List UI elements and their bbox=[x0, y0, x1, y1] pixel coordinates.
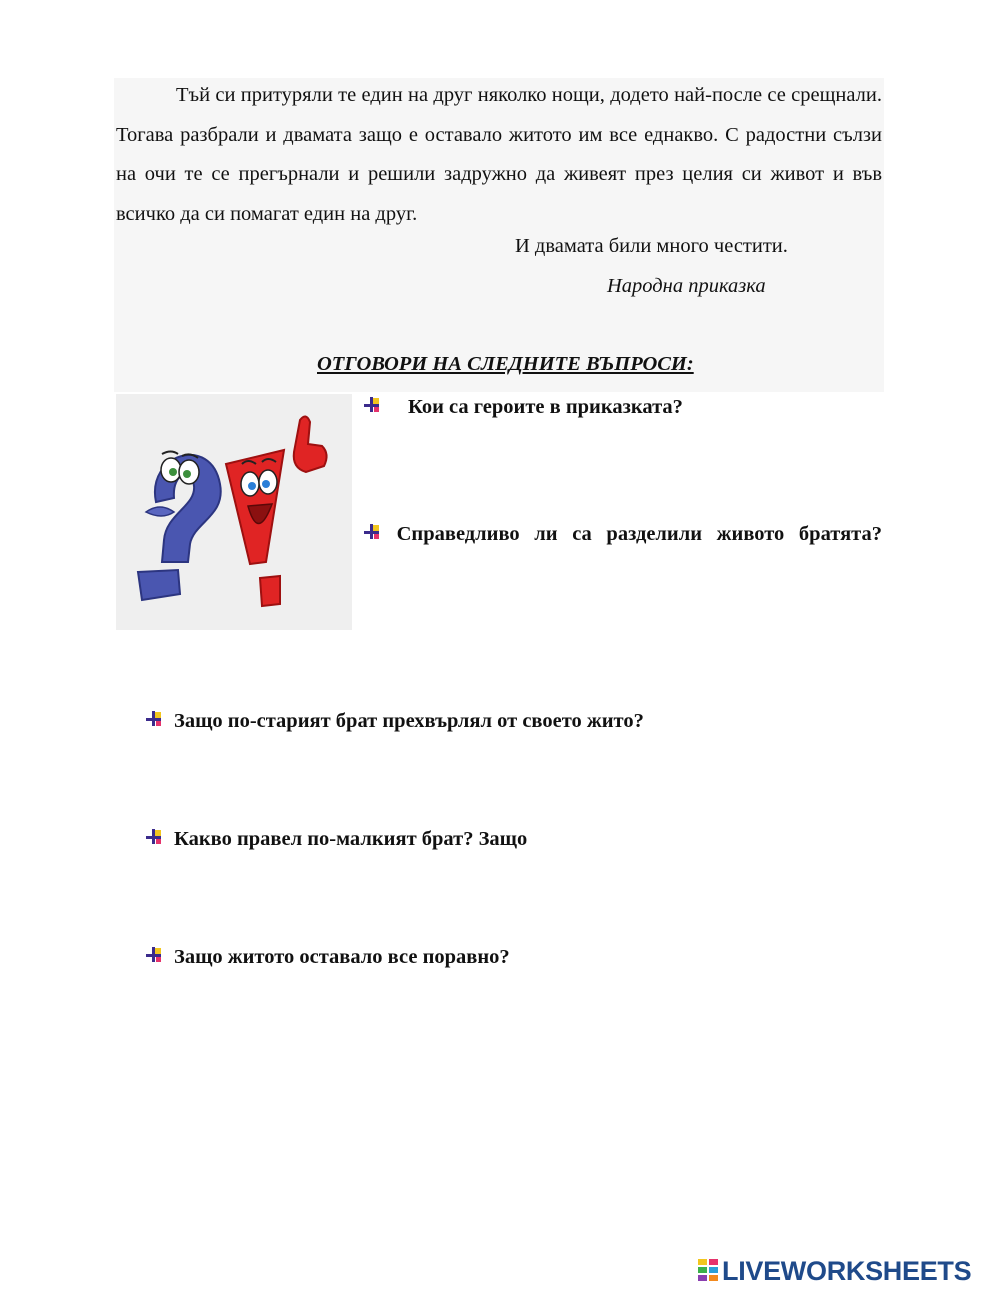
bullet-cross-icon bbox=[144, 946, 164, 966]
question-3: Защо по-старият брат прехвърлял от своето жито? bbox=[144, 710, 644, 733]
bullet-cross-icon bbox=[144, 828, 164, 848]
bullet-cross-icon bbox=[362, 396, 382, 416]
logo-blocks-icon bbox=[698, 1259, 720, 1283]
question-4: Какво правел по-малкият брат? Защо bbox=[144, 828, 527, 851]
bullet-cross-icon bbox=[362, 523, 382, 543]
story-source: Народна приказка bbox=[607, 275, 766, 297]
bullet-cross-icon bbox=[144, 710, 164, 730]
question-5: Защо житото оставало все поравно? bbox=[144, 946, 510, 969]
question-exclamation-illustration bbox=[116, 394, 352, 630]
story-closing: И двамата били много честити. bbox=[515, 235, 788, 257]
questions-heading: ОТГОВОРИ НА СЛЕДНИТЕ ВЪПРОСИ: bbox=[317, 353, 694, 375]
liveworksheets-logo bbox=[698, 1256, 971, 1286]
logo-text: LIVEWORKSHEETS bbox=[722, 1256, 972, 1286]
story-paragraph: Тъй си притуряли те един на друг няколко нощи, додето най-после се срещнали. Тогава разбрали и двамата защо е оставало житото им все еднакво. С радостни сълзи на очи те се прегърнали и решили задружно да живеят през целия си живот и във всичко да си помагат един на друг. bbox=[116, 84, 882, 225]
question-2: Справедливо ли са разделили живото братята? bbox=[362, 514, 882, 554]
question-exclamation-icon bbox=[116, 394, 352, 630]
question-1: Кои са героите в приказката? bbox=[362, 396, 683, 419]
